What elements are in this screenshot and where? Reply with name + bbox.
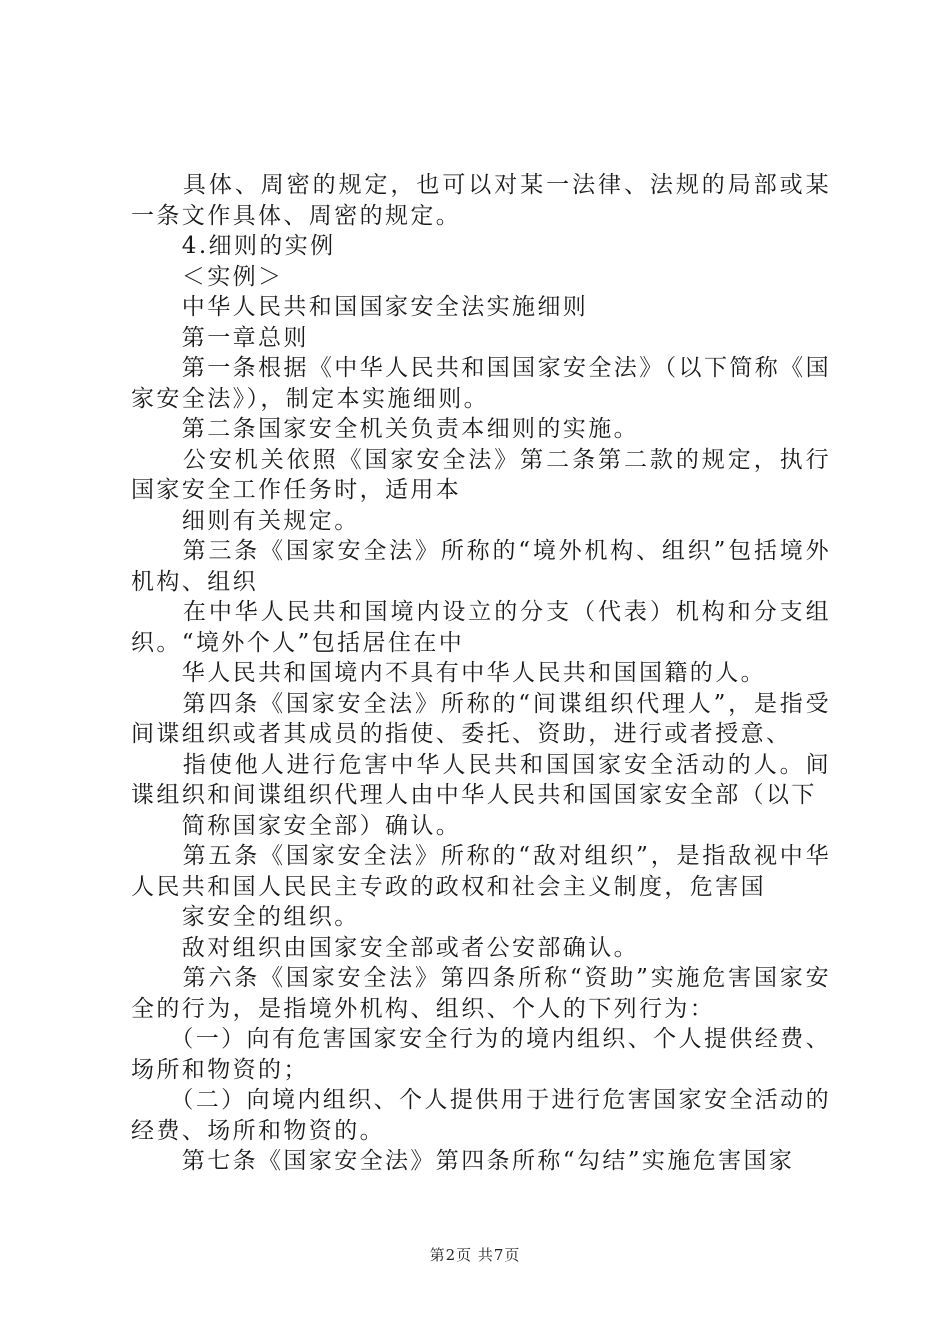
- paragraph: 敌对组织由国家安全部或者公安部确认。: [131, 934, 639, 961]
- paragraph: 指使他人进行危害中华人民共和国国家安全活动的人。间谍组织和间谍组织代理人由中华人民共和国国家安全部（以下: [131, 751, 831, 808]
- document-body: [131, 170, 831, 1177]
- paragraph: 第四条《国家安全法》所称的“间谍组织代理人”，是指受间谍组织或者其成员的指使、委托、资助，进行或者授意、: [131, 690, 831, 747]
- paragraph: ＜实例＞: [131, 263, 284, 290]
- paragraph: 具体、周密的规定，也可以对某一法律、法规的局部或某一条文作具体、周密的规定。: [131, 172, 831, 229]
- paragraph: 第七条《国家安全法》第四条所称“勾结”实施危害国家: [131, 1148, 795, 1174]
- paragraph: 4.细则的实例: [131, 233, 336, 259]
- paragraph: 第一章总则: [131, 324, 309, 351]
- paragraph: （二）向境内组织、个人提供用于进行危害国家安全活动的经费、场所和物资的。: [131, 1087, 831, 1144]
- paragraph: （一）向有危害国家安全行为的境内组织、个人提供经费、场所和物资的；: [131, 1026, 831, 1083]
- paragraph: 中华人民共和国国家安全法实施细则: [131, 294, 589, 320]
- paragraph: 第三条《国家安全法》所称的“境外机构、组织”包括境外机构、组织: [131, 538, 831, 595]
- paragraph: 简称国家安全部）确认。: [131, 812, 462, 839]
- paragraph: 第一条根据《中华人民共和国国家安全法》（以下简称《国家安全法》），制定本实施细则。: [131, 355, 831, 412]
- paragraph: 细则有关规定。: [131, 507, 360, 534]
- page-number: 第2页 共7页: [429, 1246, 521, 1264]
- paragraph: 在中华人民共和国境内设立的分支（代表）机构和分支组织。“境外个人”包括居住在中: [131, 599, 831, 656]
- paragraph: 第五条《国家安全法》所称的“敌对组织”，是指敌视中华人民共和国人民民主专政的政权和社会主义制度，危害国: [131, 843, 831, 900]
- paragraph: 第六条《国家安全法》第四条所称“资助”实施危害国家安全的行为，是指境外机构、组织、个人的下列行为：: [131, 965, 831, 1022]
- paragraph: 家安全的组织。: [131, 904, 360, 930]
- paragraph: 华人民共和国境内不具有中华人民共和国国籍的人。: [131, 660, 766, 686]
- paragraph: 公安机关依照《国家安全法》第二条第二款的规定，执行国家安全工作任务时，适用本: [131, 446, 831, 503]
- paragraph: 第二条国家安全机关负责本细则的实施。: [131, 416, 639, 442]
